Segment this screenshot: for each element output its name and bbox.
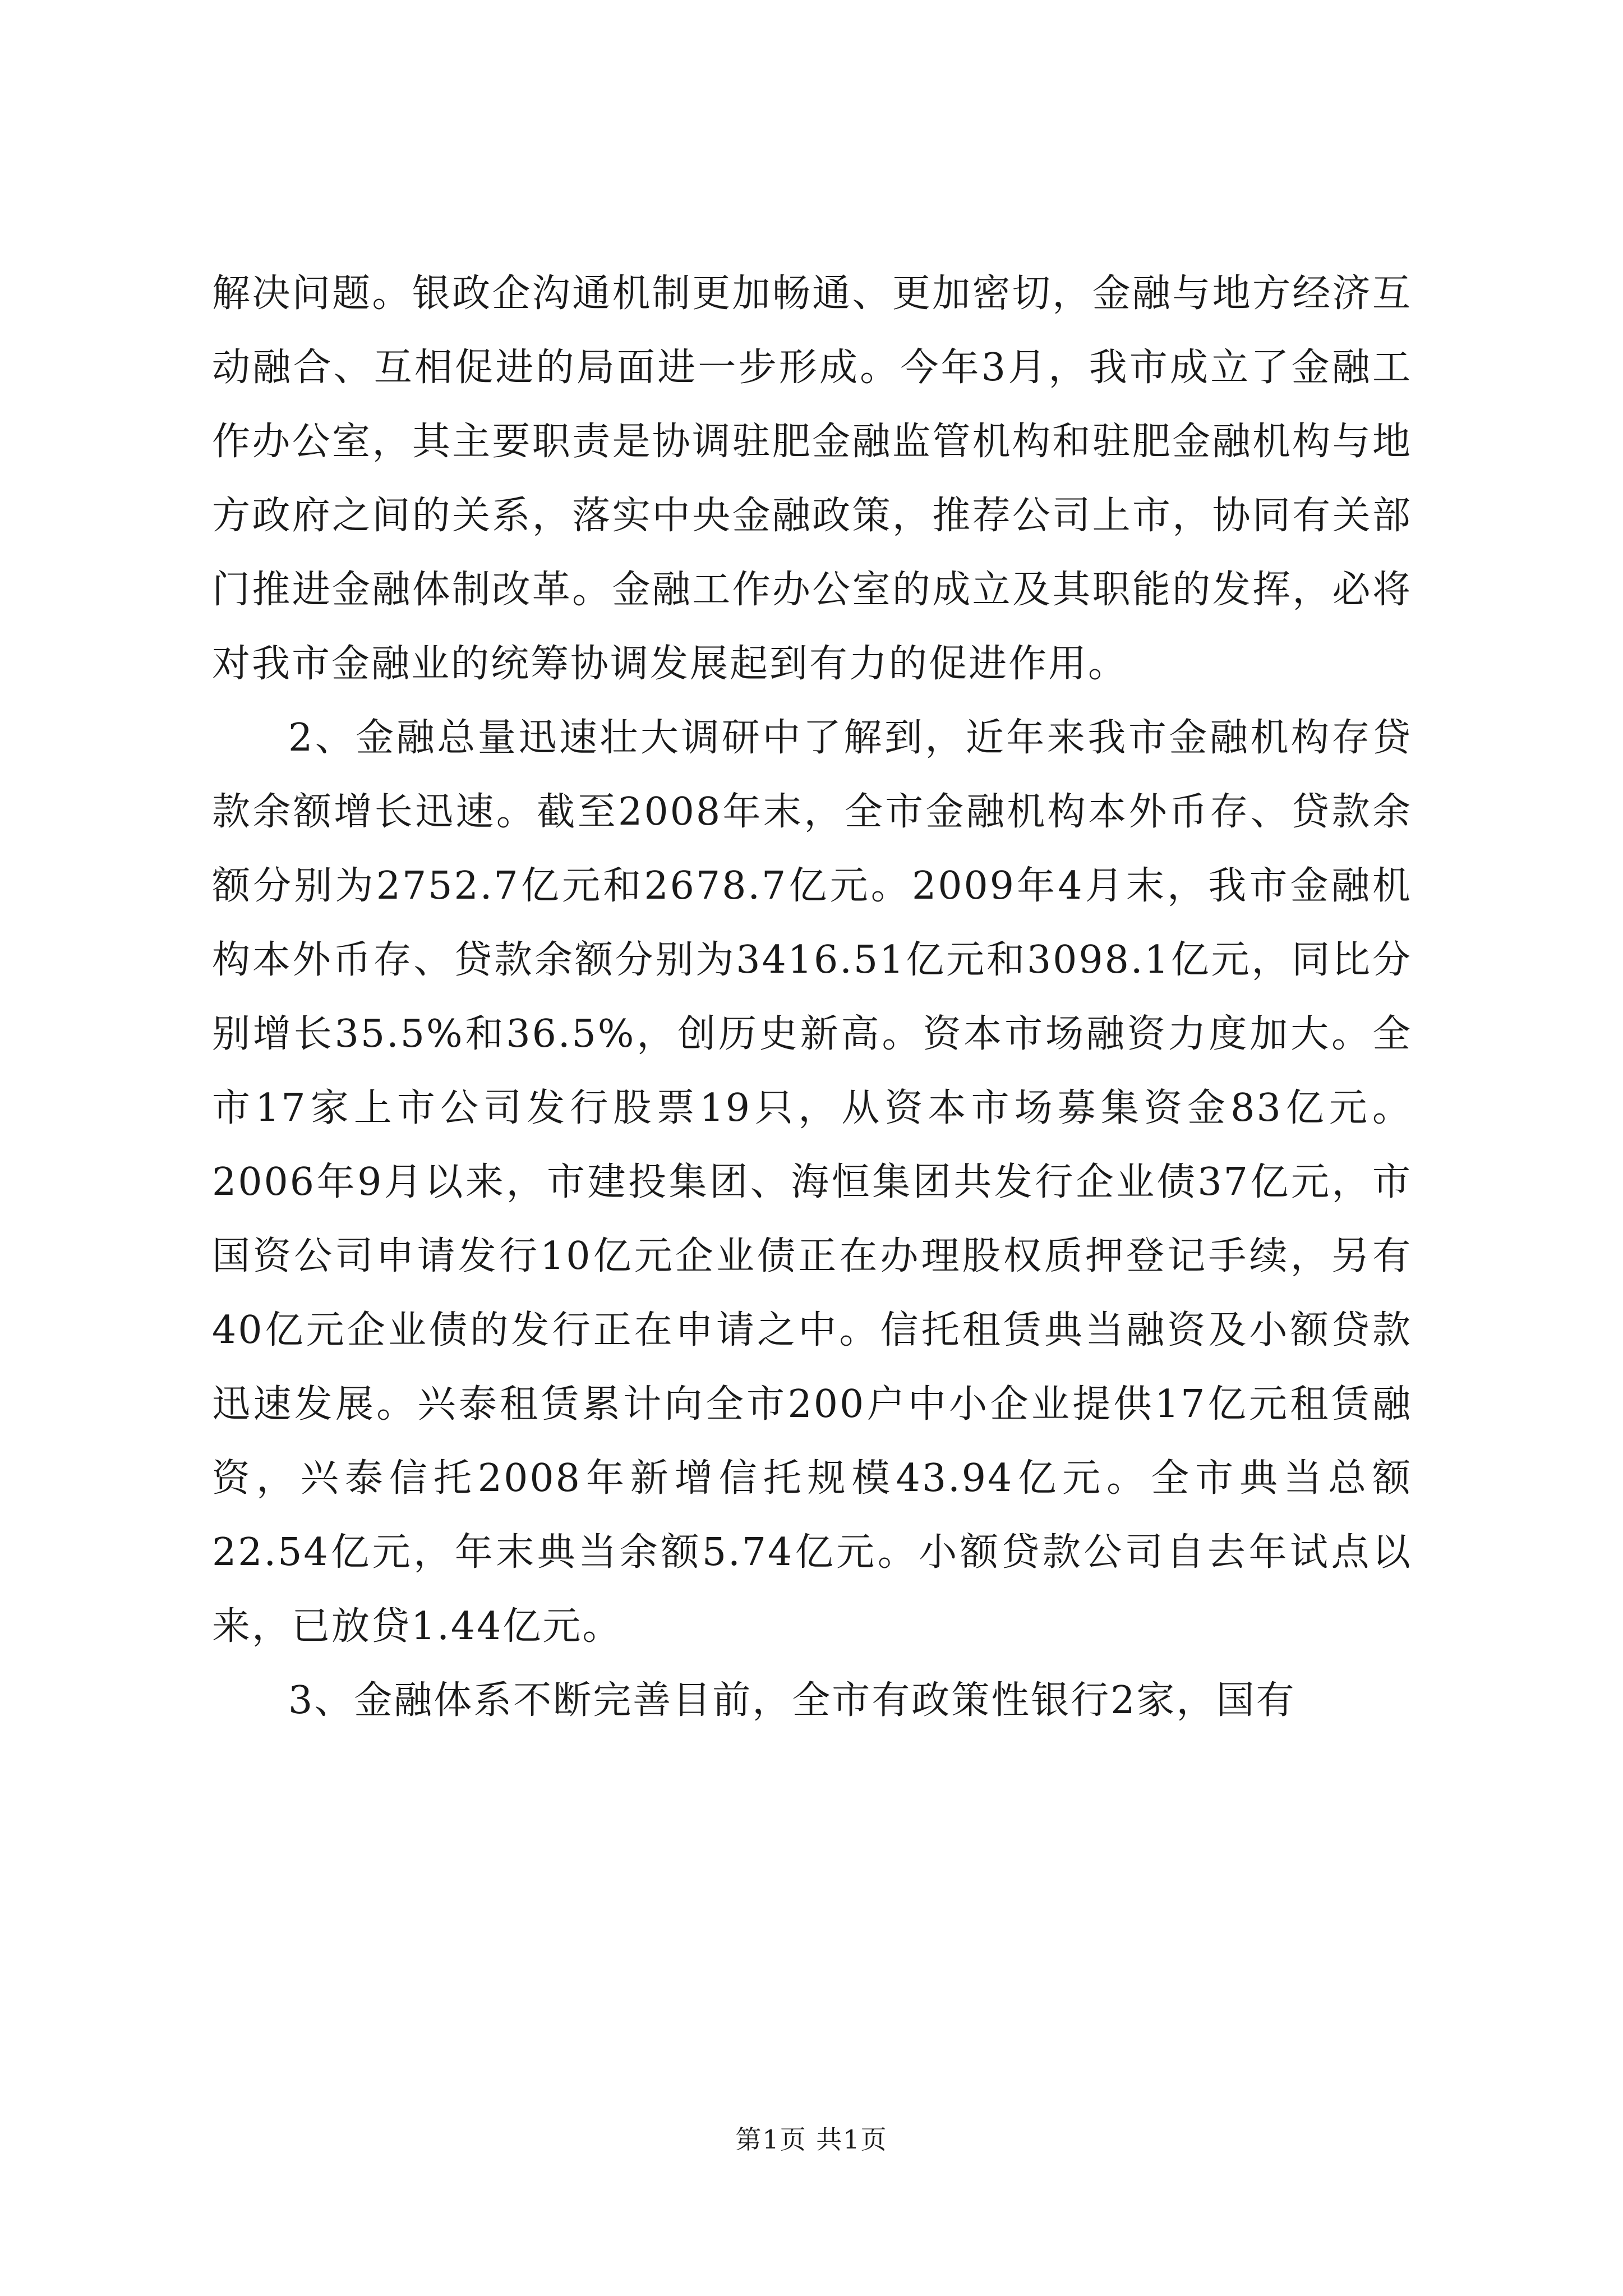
paragraph-continuation: 解决问题。银政企沟通机制更加畅通、更加密切，金融与地方经济互动融合、互相促进的局面进一步形成。今年3月，我市成立了金融工作办公室，其主要职责是协调驻肥金融监管机构和驻肥金融机构与地方政府之间的关系，落实中央金融政策，推荐公司上市，协同有关部门推进金融体制改革。金融工作办公室的成立及其职能的发挥，必将对我市金融业的统筹协调发展起到有力的促进作用。: [212, 272, 1412, 686]
paragraph-financial-system: 3、金融体系不断完善目前，全市有政策性银行2家，国有: [288, 1678, 1296, 1723]
paragraph-financial-volume: 2、金融总量迅速壮大调研中了解到，近年来我市金融机构存贷款余额增长迅速。截至2008年末，全市金融机构本外币存、贷款余额分别为2752.7亿元和2678.7亿元。2009年4月末，我市金融机构本外币存、贷款余额分别为3416.51亿元和3098.1亿元，同比分别增长35.5%和36.5%，创历史新高。资本市场融资力度加大。全市17家上市公司发行股票19只，从资本市场募集资金83亿元。2006年9月以来，市建投集团、海恒集团共发行企业债37亿元，市国资公司申请发行10亿元企业债正在办理股权质押登记手续，另有40亿元企业债的发行正在申请之中。信托租赁典当融资及小额贷款迅速发展。兴泰租赁累计向全市200户中小企业提供17亿元租赁融资，兴泰信托2008年新增信托规模43.94亿元。全市典当总额22.54亿元，年末典当余额5.74亿元。小额贷款公司自去年试点以来，已放贷1.44亿元。: [212, 716, 1412, 1649]
page-footer: 第1页 共1页: [735, 2124, 888, 2155]
document-body: [212, 257, 1412, 1738]
